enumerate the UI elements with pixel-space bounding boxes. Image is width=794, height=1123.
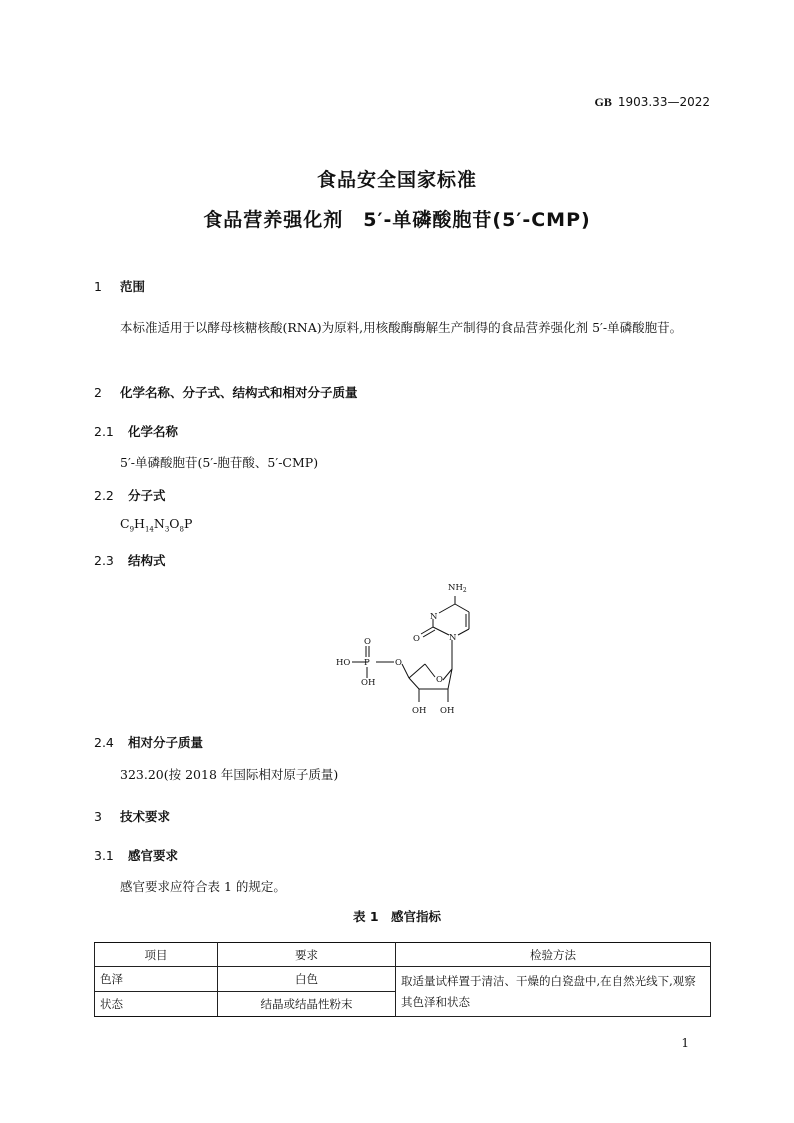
phosphate-oh-label: OH bbox=[361, 678, 376, 688]
document-subtitle: 食品营养强化剂 5′-单磷酸胞苷(5′-CMP) bbox=[203, 209, 591, 231]
phosphoryl-o-label: O bbox=[364, 637, 371, 647]
page-number: 1 bbox=[681, 1036, 689, 1050]
table-cell: 结晶或结晶性粉末 bbox=[218, 992, 396, 1017]
molecular-formula: $C_9H_{14}N_3O_8P$ bbox=[120, 516, 193, 534]
table-caption: 表 1 感官指标 bbox=[352, 909, 442, 924]
section-1-body: 本标准适用于以酵母核糖核酸(RNA)为原料,用核酸酶酶解生产制得的食品营养强化剂 5′-单磷酸胞苷。 bbox=[120, 320, 683, 335]
ester-o-label: O bbox=[395, 658, 402, 668]
table-cell: 色泽 bbox=[95, 967, 218, 992]
section-2-2-heading: 2.2 分子式 bbox=[94, 488, 166, 503]
ring-n-label: N bbox=[430, 612, 438, 622]
section-2-heading: 2 化学名称、分子式、结构式和相对分子质量 bbox=[94, 385, 358, 400]
table-row bbox=[95, 967, 711, 992]
chemical-name: 5′-单磷酸胞苷(5′-胞苷酸、5′-CMP) bbox=[120, 455, 319, 470]
nh2-label: $NH_2$ bbox=[448, 583, 467, 594]
column-header: 检验方法 bbox=[396, 943, 711, 967]
section-3-1-body: 感官要求应符合表 1 的规定。 bbox=[120, 879, 286, 894]
table-cell: 白色 bbox=[218, 967, 396, 992]
column-header: 要求 bbox=[218, 943, 396, 967]
table-cell: 状态 bbox=[95, 992, 218, 1017]
section-2-1-heading: 2.1 化学名称 bbox=[94, 424, 179, 439]
hydroxyl-label: OH bbox=[412, 706, 427, 716]
section-2-3-heading: 2.3 结构式 bbox=[94, 553, 166, 568]
structural-formula bbox=[332, 582, 480, 718]
document-title: 食品安全国家标准 bbox=[316, 169, 477, 191]
ring-o-label: O bbox=[436, 675, 443, 685]
section-1-heading: 1 范围 bbox=[94, 279, 146, 294]
section-3-1-heading: 3.1 感官要求 bbox=[94, 848, 179, 863]
section-2-4-heading: 2.4 相对分子质量 bbox=[94, 735, 204, 750]
test-method-cell: 取适量试样置于清洁、干燥的白瓷盘中,在自然光线下,观察其色泽和状态 bbox=[396, 967, 711, 1017]
sensory-table bbox=[94, 942, 711, 1017]
ring-n-label: N bbox=[449, 633, 457, 643]
hydroxyl-label: OH bbox=[440, 706, 455, 716]
molecular-mass: 323.20(按 2018 年国际相对原子质量) bbox=[120, 767, 339, 782]
column-header: 项目 bbox=[95, 943, 218, 967]
carbonyl-o-label: O bbox=[413, 634, 420, 644]
phosphorus-label: P bbox=[364, 658, 370, 668]
section-3-heading: 3 技术要求 bbox=[94, 809, 171, 824]
ho-label: HO bbox=[336, 658, 351, 668]
standard-number: GB 1903.33—2022 bbox=[594, 95, 710, 109]
table-header-row bbox=[95, 943, 711, 967]
